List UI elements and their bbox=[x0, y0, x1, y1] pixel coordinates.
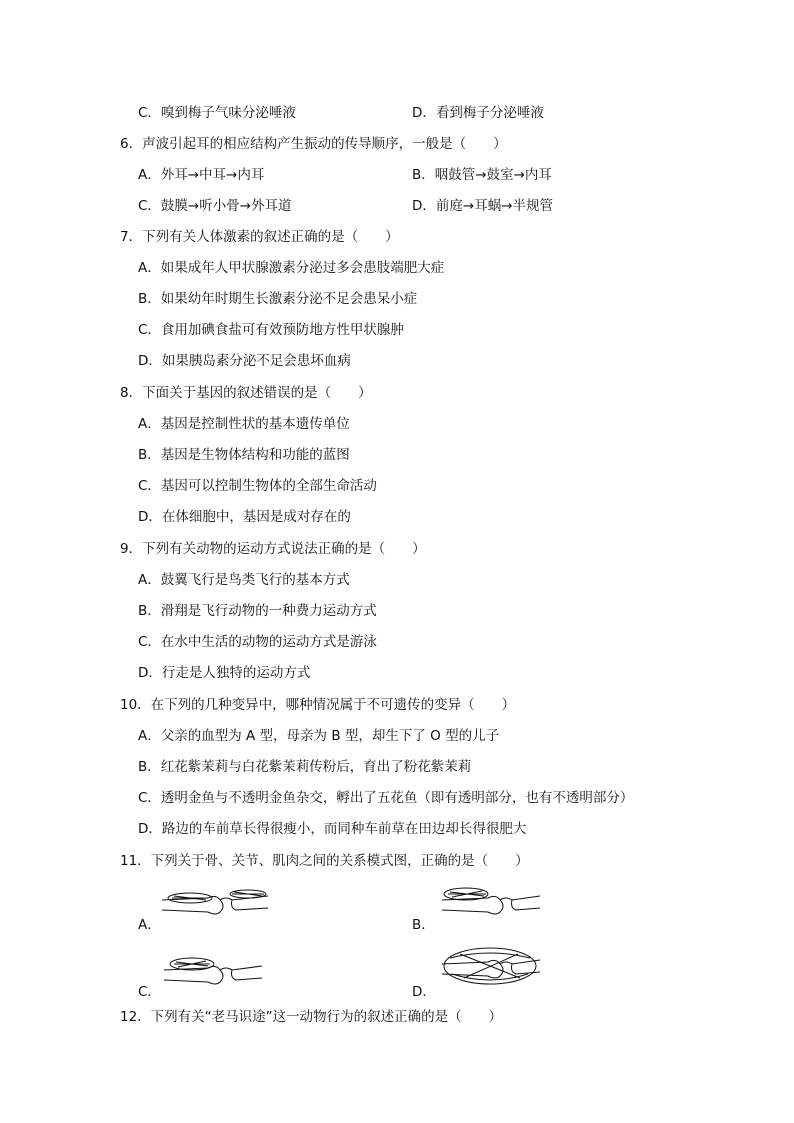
q10-option-b: B．红花紫茉莉与白花紫茉莉传粉后，育出了粉花紫茉莉 bbox=[138, 759, 472, 775]
q8-option-d: D．在体细胞中，基因是成对存在的 bbox=[138, 509, 351, 525]
q9-option-a: A．鼓翼飞行是鸟类飞行的基本方式 bbox=[138, 572, 350, 588]
q9-option-b: B．滑翔是飞行动物的一种费力运动方式 bbox=[138, 603, 377, 619]
q11-stem: 11．下列关于骨、关节、肌肉之间的关系模式图，正确的是（ ） bbox=[120, 853, 529, 869]
q7-option-c: C．食用加碘食盐可有效预防地方性甲状腺肿 bbox=[138, 322, 404, 338]
q6-stem: 6．声波引起耳的相应结构产生振动的传导顺序，一般是（ ） bbox=[120, 136, 507, 152]
q5-option-d: D．看到梅子分泌唾液 bbox=[412, 105, 544, 121]
q6-option-b: B．咽鼓管→鼓室→内耳 bbox=[412, 167, 552, 183]
q12-stem: 12．下列有关“老马识途”这一动物行为的叙述正确的是（ ） bbox=[120, 1009, 503, 1025]
muscle-bone-diagram-d bbox=[440, 944, 544, 990]
q11-option-b-label: B． bbox=[412, 917, 435, 933]
q10-option-c: C．透明金鱼与不透明金鱼杂交，孵出了五花鱼（即有透明部分，也有不透明部分） bbox=[138, 790, 634, 806]
q10-option-a: A．父亲的血型为 A 型，母亲为 B 型，却生下了 O 型的儿子 bbox=[138, 728, 500, 744]
q8-option-c: C．基因可以控制生物体的全部生命活动 bbox=[138, 478, 377, 494]
muscle-bone-diagram-a bbox=[160, 886, 270, 926]
q7-stem: 7．下列有关人体激素的叙述正确的是（ ） bbox=[120, 229, 399, 245]
q11-option-a-label: A． bbox=[138, 917, 161, 933]
q9-stem: 9．下列有关动物的运动方式说法正确的是（ ） bbox=[120, 541, 426, 557]
q11-option-d-label: D． bbox=[412, 984, 436, 1000]
q6-option-a: A．外耳→中耳→内耳 bbox=[138, 167, 265, 183]
q11-option-c-label: C． bbox=[138, 984, 161, 1000]
q6-option-d: D．前庭→耳蜗→半规管 bbox=[412, 198, 554, 214]
q10-option-d: D．路边的车前草长得很瘦小，而同种车前草在田边却长得很肥大 bbox=[138, 821, 527, 837]
q7-option-a: A．如果成年人甲状腺激素分泌过多会患肢端肥大症 bbox=[138, 260, 445, 276]
q8-stem: 8．下面关于基因的叙述错误的是（ ） bbox=[120, 385, 372, 401]
q7-option-d: D．如果胰岛素分泌不足会患坏血病 bbox=[138, 353, 351, 369]
q6-option-c: C．鼓膜→听小骨→外耳道 bbox=[138, 198, 292, 214]
q10-stem: 10．在下列的几种变异中，哪种情况属于不可遗传的变异（ ） bbox=[120, 697, 516, 713]
q7-option-b: B．如果幼年时期生长激素分泌不足会患呆小症 bbox=[138, 291, 418, 307]
q9-option-c: C．在水中生活的动物的运动方式是游泳 bbox=[138, 634, 377, 650]
muscle-bone-diagram-c bbox=[162, 954, 266, 990]
q8-option-a: A．基因是控制性状的基本遗传单位 bbox=[138, 416, 350, 432]
q5-option-c: C．嗅到梅子气味分泌唾液 bbox=[138, 105, 296, 121]
muscle-bone-diagram-b bbox=[440, 884, 544, 924]
q8-option-b: B．基因是生物体结构和功能的蓝图 bbox=[138, 447, 350, 463]
q9-option-d: D．行走是人独特的运动方式 bbox=[138, 665, 311, 681]
